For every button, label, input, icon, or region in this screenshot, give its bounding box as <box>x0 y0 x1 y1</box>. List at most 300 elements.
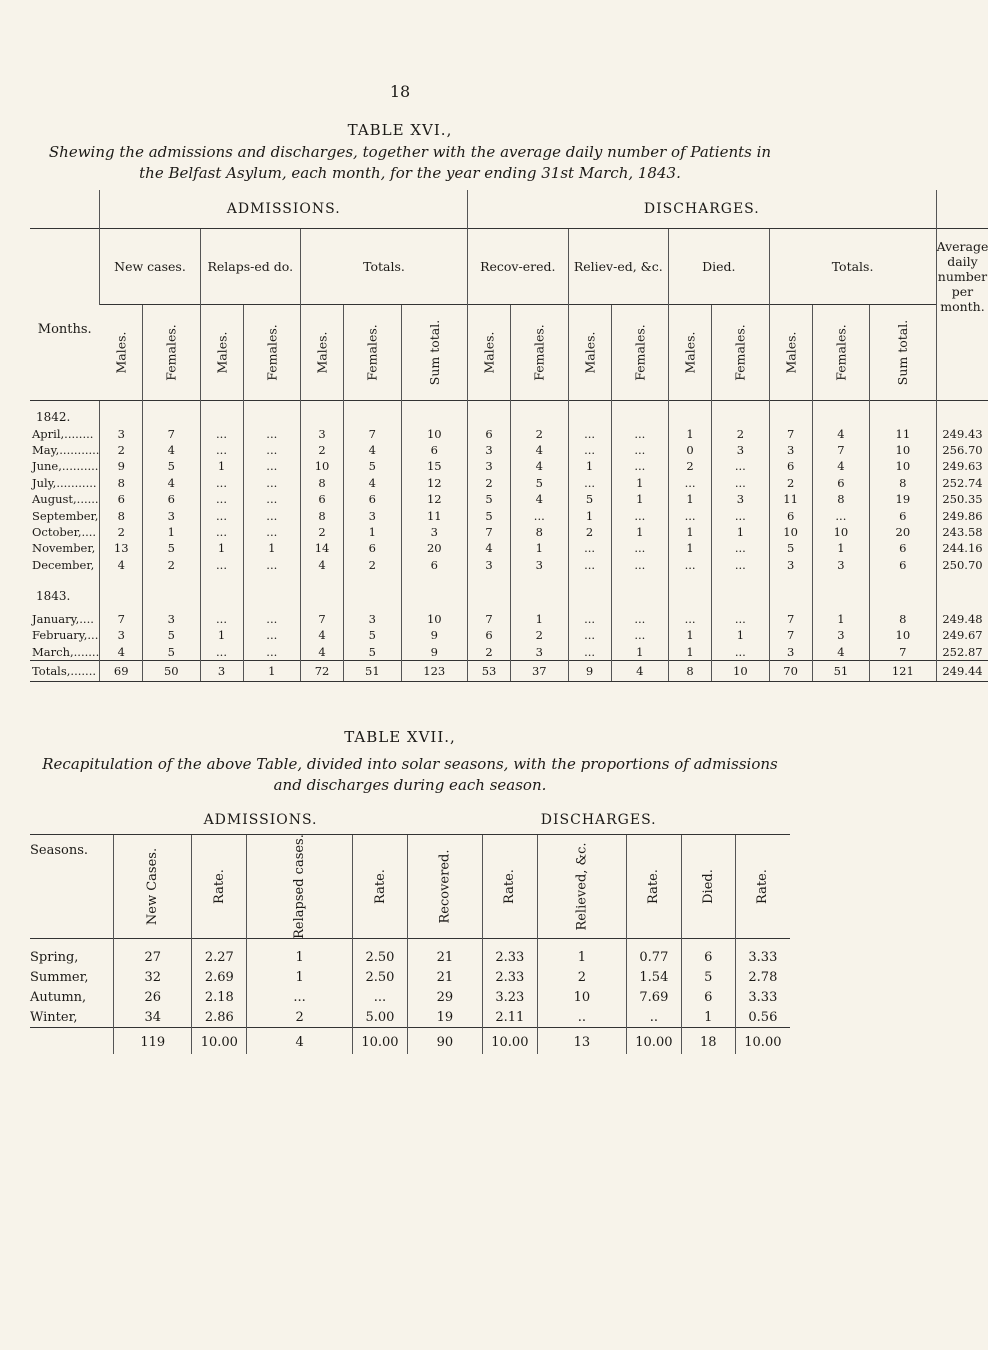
table-cell: ... <box>568 611 611 627</box>
table-cell: 51 <box>344 661 401 682</box>
table-cell: 4 <box>100 644 143 661</box>
seasons-recapitulation-table <box>30 806 790 1054</box>
t17-discharges-header: DISCHARGES. <box>540 812 657 828</box>
table-cell: ... <box>611 507 668 523</box>
table-row <box>30 967 790 987</box>
table-cell: 27 <box>114 939 192 968</box>
table-16-caption: Shewing the admissions and discharges, together with the average daily number of Patients in the Belfast Asylum, each month, for the year ending 31st March, 1843. <box>48 143 772 182</box>
table-cell: 8 <box>301 475 344 491</box>
table-cell: 4 <box>468 540 511 556</box>
table-cell: 5 <box>344 627 401 643</box>
table-cell: ... <box>568 644 611 661</box>
table-row <box>30 524 988 540</box>
table-cell: 4 <box>344 442 401 458</box>
table-cell: 7 <box>812 442 869 458</box>
row-label <box>30 1028 114 1055</box>
table-cell: 6 <box>681 939 735 968</box>
table-cell: 0 <box>669 442 712 458</box>
table-cell: 2 <box>511 425 568 441</box>
table-cell: 2 <box>511 627 568 643</box>
table-cell: 1 <box>611 475 668 491</box>
table-cell: ... <box>243 491 300 507</box>
col-sum-adm-total: Sum total. <box>401 305 467 401</box>
table-cell: 249.67 <box>936 627 988 643</box>
table-cell: 2.86 <box>192 1007 247 1028</box>
table-cell: 11 <box>401 507 467 523</box>
col-females-adm-total: Females. <box>344 305 401 401</box>
row-label: Totals,....... <box>30 661 100 682</box>
table-cell: 1.54 <box>626 967 681 987</box>
col-males-relieved: Males. <box>568 305 611 401</box>
table-cell: 3 <box>344 507 401 523</box>
table-cell: 4 <box>611 661 668 682</box>
row-label: Summer, <box>30 969 89 985</box>
table-cell: 20 <box>401 540 467 556</box>
table-cell: ... <box>200 557 243 573</box>
col-males-dis-total: Males. <box>769 305 812 401</box>
table-cell: 10 <box>712 661 769 682</box>
table-cell: 10.00 <box>735 1028 790 1055</box>
table-cell: 7 <box>870 644 936 661</box>
col-females-new: Females. <box>143 305 200 401</box>
table-17-caption: Recapitulation of the above Table, divided into solar seasons, with the proportions of admissions and discharges during each season. <box>42 755 778 794</box>
table-cell: 3 <box>143 611 200 627</box>
table-cell: 1 <box>243 540 300 556</box>
table-cell: 1 <box>511 611 568 627</box>
table-cell: 3 <box>301 425 344 441</box>
year-label: 1842. <box>30 401 100 426</box>
table-cell: 5 <box>344 644 401 661</box>
table-cell: 2 <box>247 1007 353 1028</box>
year-row <box>30 573 988 611</box>
table-cell: 2 <box>468 475 511 491</box>
table-cell: 7 <box>468 611 511 627</box>
table-cell: 51 <box>812 661 869 682</box>
season-col-header: Rate. <box>735 835 790 939</box>
table-cell: 9 <box>401 644 467 661</box>
table-cell: 3.33 <box>735 987 790 1007</box>
table-cell: 26 <box>114 987 192 1007</box>
table-cell: 10 <box>870 458 936 474</box>
table-cell: 6 <box>870 557 936 573</box>
table-cell: 2.18 <box>192 987 247 1007</box>
table-cell: 3 <box>812 627 869 643</box>
table-cell: ... <box>611 611 668 627</box>
table-row <box>30 644 988 661</box>
table-cell: 5 <box>143 458 200 474</box>
season-col-header: Rate. <box>353 835 408 939</box>
table-cell: 10.00 <box>353 1028 408 1055</box>
table-cell: 19 <box>870 491 936 507</box>
table-cell: 3 <box>468 557 511 573</box>
table-cell: 1 <box>247 939 353 968</box>
table-cell: ... <box>611 540 668 556</box>
table-cell: 1 <box>611 491 668 507</box>
table-cell: 121 <box>870 661 936 682</box>
table-cell: 3 <box>769 557 812 573</box>
table-cell: 8 <box>669 661 712 682</box>
table-cell: ... <box>243 524 300 540</box>
table-cell: 10 <box>870 442 936 458</box>
table-cell: 8 <box>511 524 568 540</box>
table-cell: 72 <box>301 661 344 682</box>
table-cell: 4 <box>812 425 869 441</box>
table-cell: 4 <box>247 1028 353 1055</box>
table-cell: 10.00 <box>482 1028 537 1055</box>
table-cell: ... <box>669 475 712 491</box>
table-cell: ... <box>568 627 611 643</box>
table-cell: 1 <box>511 540 568 556</box>
table-cell: 21 <box>407 939 482 968</box>
table-cell: 2 <box>769 475 812 491</box>
table-cell: 20 <box>870 524 936 540</box>
season-col-header: Relieved, &c. <box>537 835 626 939</box>
col-males-adm-total: Males. <box>301 305 344 401</box>
table-16-body <box>30 401 988 682</box>
table-cell: 6 <box>344 540 401 556</box>
table-cell: 11 <box>870 425 936 441</box>
admissions-group-header: ADMISSIONS. <box>100 190 468 229</box>
table-cell: ... <box>353 987 408 1007</box>
table-cell: 37 <box>511 661 568 682</box>
seasons-header: Seasons. <box>30 835 114 939</box>
table-cell: 3 <box>143 507 200 523</box>
row-label: Spring, <box>30 939 114 968</box>
table-cell: 15 <box>401 458 467 474</box>
table-cell: ... <box>712 557 769 573</box>
table-cell: 9 <box>401 627 467 643</box>
table-cell: 6 <box>870 507 936 523</box>
table-cell: 5 <box>769 540 812 556</box>
season-col-header: New Cases. <box>114 835 192 939</box>
table-cell: 4 <box>511 491 568 507</box>
table-cell: ... <box>812 507 869 523</box>
table-cell: 1 <box>681 1007 735 1028</box>
table-cell: 5.00 <box>353 1007 408 1028</box>
table-cell: 6 <box>812 475 869 491</box>
table-cell: 1 <box>669 540 712 556</box>
table-cell: 5 <box>143 644 200 661</box>
table-cell: 2.50 <box>353 967 408 987</box>
table-cell: ... <box>243 611 300 627</box>
table-cell: 249.63 <box>936 458 988 474</box>
col-females-recovered: Females. <box>511 305 568 401</box>
row-label: December, <box>32 557 95 572</box>
table-cell: 0.56 <box>735 1007 790 1028</box>
table-cell: 10 <box>301 458 344 474</box>
row-label: March,....... <box>32 644 100 659</box>
table-cell: 3.23 <box>482 987 537 1007</box>
table-cell: 3 <box>511 557 568 573</box>
table-cell: 2.69 <box>192 967 247 987</box>
table-cell: ... <box>568 425 611 441</box>
col-females-died: Females. <box>712 305 769 401</box>
table-cell: 1 <box>143 524 200 540</box>
table-cell: 3 <box>468 458 511 474</box>
table-row <box>30 627 988 643</box>
table-cell: 7 <box>468 524 511 540</box>
table-cell: 53 <box>468 661 511 682</box>
table-cell: 6 <box>301 491 344 507</box>
table-cell: 4 <box>301 557 344 573</box>
season-col-header: Rate. <box>192 835 247 939</box>
table-cell: 6 <box>100 491 143 507</box>
table-cell: 3 <box>100 425 143 441</box>
table-cell: ... <box>712 507 769 523</box>
table-cell: 252.87 <box>936 644 988 661</box>
table-cell: 3 <box>344 611 401 627</box>
table-cell: ... <box>712 611 769 627</box>
totals-row <box>30 661 988 682</box>
table-cell: 2.27 <box>192 939 247 968</box>
table-cell: 1 <box>669 524 712 540</box>
table-cell: 7 <box>143 425 200 441</box>
table-17-heading: TABLE XVII., <box>344 728 456 746</box>
table-cell: 4 <box>100 557 143 573</box>
table-cell: 2.33 <box>482 939 537 968</box>
table-cell: 3.33 <box>735 939 790 968</box>
table-cell: 6 <box>468 425 511 441</box>
table-cell: 1 <box>712 627 769 643</box>
table-cell: 3 <box>511 644 568 661</box>
table-cell: 2 <box>712 425 769 441</box>
average-daily-header: Average daily number per month. <box>936 229 988 401</box>
discharges-totals-header: Totals. <box>769 229 936 305</box>
table-cell: 1 <box>568 458 611 474</box>
table-cell: 6 <box>468 627 511 643</box>
table-cell: 249.48 <box>936 611 988 627</box>
table-cell: 8 <box>100 507 143 523</box>
table-cell: ... <box>568 540 611 556</box>
table-cell: 1 <box>200 627 243 643</box>
table-cell: 7 <box>769 611 812 627</box>
table-cell: 1 <box>537 939 626 968</box>
table-17-body <box>30 939 790 1055</box>
table-cell: 10 <box>401 611 467 627</box>
table-cell: 2 <box>143 557 200 573</box>
table-cell: 6 <box>401 557 467 573</box>
table-cell: 11 <box>769 491 812 507</box>
table-cell: 6 <box>344 491 401 507</box>
table-cell: 70 <box>769 661 812 682</box>
table-cell: ... <box>568 442 611 458</box>
admissions-totals-header: Totals. <box>301 229 468 305</box>
table-cell: 3 <box>712 442 769 458</box>
table-cell: 1 <box>669 425 712 441</box>
table-cell: 8 <box>870 475 936 491</box>
table-cell: 249.43 <box>936 425 988 441</box>
table-cell: 10 <box>537 987 626 1007</box>
table-cell: 4 <box>812 458 869 474</box>
table-cell: 8 <box>301 507 344 523</box>
table-cell: 2.78 <box>735 967 790 987</box>
discharges-group-header: DISCHARGES. <box>468 190 937 229</box>
table-cell: 69 <box>100 661 143 682</box>
table-cell: ... <box>669 507 712 523</box>
table-cell: ... <box>200 442 243 458</box>
table-cell: 34 <box>114 1007 192 1028</box>
table-cell: 1 <box>611 524 668 540</box>
table-cell: 0.77 <box>626 939 681 968</box>
table-cell: ... <box>200 524 243 540</box>
table-cell: 2 <box>669 458 712 474</box>
table-cell: 2 <box>301 524 344 540</box>
table-cell: ... <box>200 475 243 491</box>
table-cell: 10 <box>401 425 467 441</box>
table-cell: 9 <box>568 661 611 682</box>
table-cell: ... <box>200 507 243 523</box>
table-cell: 4 <box>812 644 869 661</box>
row-label: Winter, <box>30 1009 78 1025</box>
months-header: Months. <box>30 229 100 401</box>
table-cell: 4 <box>344 475 401 491</box>
table-cell: ... <box>243 425 300 441</box>
table-cell: 6 <box>870 540 936 556</box>
totals-row <box>30 1028 790 1055</box>
table-cell: 1 <box>812 540 869 556</box>
table-cell: 4 <box>301 627 344 643</box>
table-cell: 1 <box>712 524 769 540</box>
season-col-header: Recovered. <box>407 835 482 939</box>
col-males-died: Males. <box>669 305 712 401</box>
table-cell: 1 <box>812 611 869 627</box>
table-row <box>30 611 988 627</box>
table-row <box>30 475 988 491</box>
table-cell: 1 <box>568 507 611 523</box>
table-cell: 250.70 <box>936 557 988 573</box>
table-row <box>30 425 988 441</box>
table-cell: 14 <box>301 540 344 556</box>
row-label: February,... <box>32 628 99 643</box>
table-cell: ... <box>243 627 300 643</box>
season-col-header: Relapsed cases. <box>247 835 353 939</box>
table-cell: 5 <box>468 491 511 507</box>
col-males-new: Males. <box>100 305 143 401</box>
table-cell: ... <box>568 475 611 491</box>
table-cell: 10.00 <box>192 1028 247 1055</box>
row-label: October,.... <box>32 524 97 539</box>
table-cell: ... <box>511 507 568 523</box>
table-cell: ... <box>669 557 712 573</box>
table-cell: ... <box>712 644 769 661</box>
table-cell: 8 <box>812 491 869 507</box>
table-cell: 29 <box>407 987 482 1007</box>
table-cell: 3 <box>100 627 143 643</box>
year-label: 1843. <box>36 588 71 603</box>
col-females-dis-total: Females. <box>812 305 869 401</box>
table-cell: ... <box>611 627 668 643</box>
table-cell: .. <box>626 1007 681 1028</box>
table-cell: 3 <box>769 644 812 661</box>
table-cell: 5 <box>344 458 401 474</box>
table-cell: 5 <box>143 540 200 556</box>
table-cell: ... <box>611 458 668 474</box>
table-cell: 243.58 <box>936 524 988 540</box>
table-cell: 5 <box>511 475 568 491</box>
table-cell: 2 <box>301 442 344 458</box>
table-cell: 5 <box>568 491 611 507</box>
table-cell: 3 <box>712 491 769 507</box>
table-cell: 1 <box>200 540 243 556</box>
table-cell: 2.11 <box>482 1007 537 1028</box>
table-cell: 9 <box>100 458 143 474</box>
table-cell: 13 <box>537 1028 626 1055</box>
relapsed-header: Relaps-ed do. <box>200 229 301 305</box>
table-cell: ... <box>568 557 611 573</box>
table-cell: ... <box>712 540 769 556</box>
table-cell: 2 <box>100 524 143 540</box>
table-cell: 2 <box>537 967 626 987</box>
table-cell: 249.44 <box>936 661 988 682</box>
table-row <box>30 987 790 1007</box>
t17-admissions-header: ADMISSIONS. <box>203 812 318 828</box>
table-cell: ... <box>243 475 300 491</box>
admissions-discharges-table <box>30 190 988 682</box>
table-cell: 5 <box>143 627 200 643</box>
table-cell: 2 <box>468 644 511 661</box>
table-cell: 18 <box>681 1028 735 1055</box>
table-cell: ... <box>669 611 712 627</box>
table-row <box>30 540 988 556</box>
table-cell: .. <box>537 1007 626 1028</box>
table-cell: ... <box>712 475 769 491</box>
table-cell: 3 <box>200 661 243 682</box>
table-cell: 250.35 <box>936 491 988 507</box>
table-cell: ... <box>200 425 243 441</box>
row-label: April,........ <box>32 426 94 441</box>
col-females-relapsed: Females. <box>243 305 300 401</box>
table-cell: 1 <box>669 491 712 507</box>
season-col-header: Rate. <box>626 835 681 939</box>
table-cell: 8 <box>100 475 143 491</box>
table-row <box>30 1007 790 1028</box>
table-row <box>30 442 988 458</box>
row-label: May,........... <box>32 442 100 457</box>
row-label: July,........... <box>32 475 97 490</box>
table-cell: 12 <box>401 491 467 507</box>
table-cell: ... <box>611 425 668 441</box>
table-cell: 6 <box>769 507 812 523</box>
table-cell: 5 <box>468 507 511 523</box>
table-cell: 50 <box>143 661 200 682</box>
table-cell: 119 <box>114 1028 192 1055</box>
table-cell: ... <box>243 458 300 474</box>
row-label: January,.... <box>32 612 94 627</box>
table-cell: 1 <box>669 627 712 643</box>
table-16-heading: TABLE XVI., <box>347 121 453 139</box>
table-cell: ... <box>611 557 668 573</box>
table-row <box>30 557 988 573</box>
table-cell: 1 <box>344 524 401 540</box>
col-females-relieved: Females. <box>611 305 668 401</box>
table-cell: 252.74 <box>936 475 988 491</box>
row-label: November, <box>32 541 96 556</box>
table-cell: 256.70 <box>936 442 988 458</box>
table-cell: 21 <box>407 967 482 987</box>
table-cell: 1 <box>243 661 300 682</box>
table-cell: 19 <box>407 1007 482 1028</box>
table-cell: 123 <box>401 661 467 682</box>
table-cell: 10.00 <box>626 1028 681 1055</box>
row-label: August,...... <box>32 492 99 507</box>
col-sum-dis-total: Sum total. <box>870 305 936 401</box>
col-males-relapsed: Males. <box>200 305 243 401</box>
table-cell: 1 <box>200 458 243 474</box>
table-row <box>30 507 988 523</box>
table-cell: 6 <box>681 987 735 1007</box>
table-cell: 2.33 <box>482 967 537 987</box>
table-cell: 1 <box>611 644 668 661</box>
